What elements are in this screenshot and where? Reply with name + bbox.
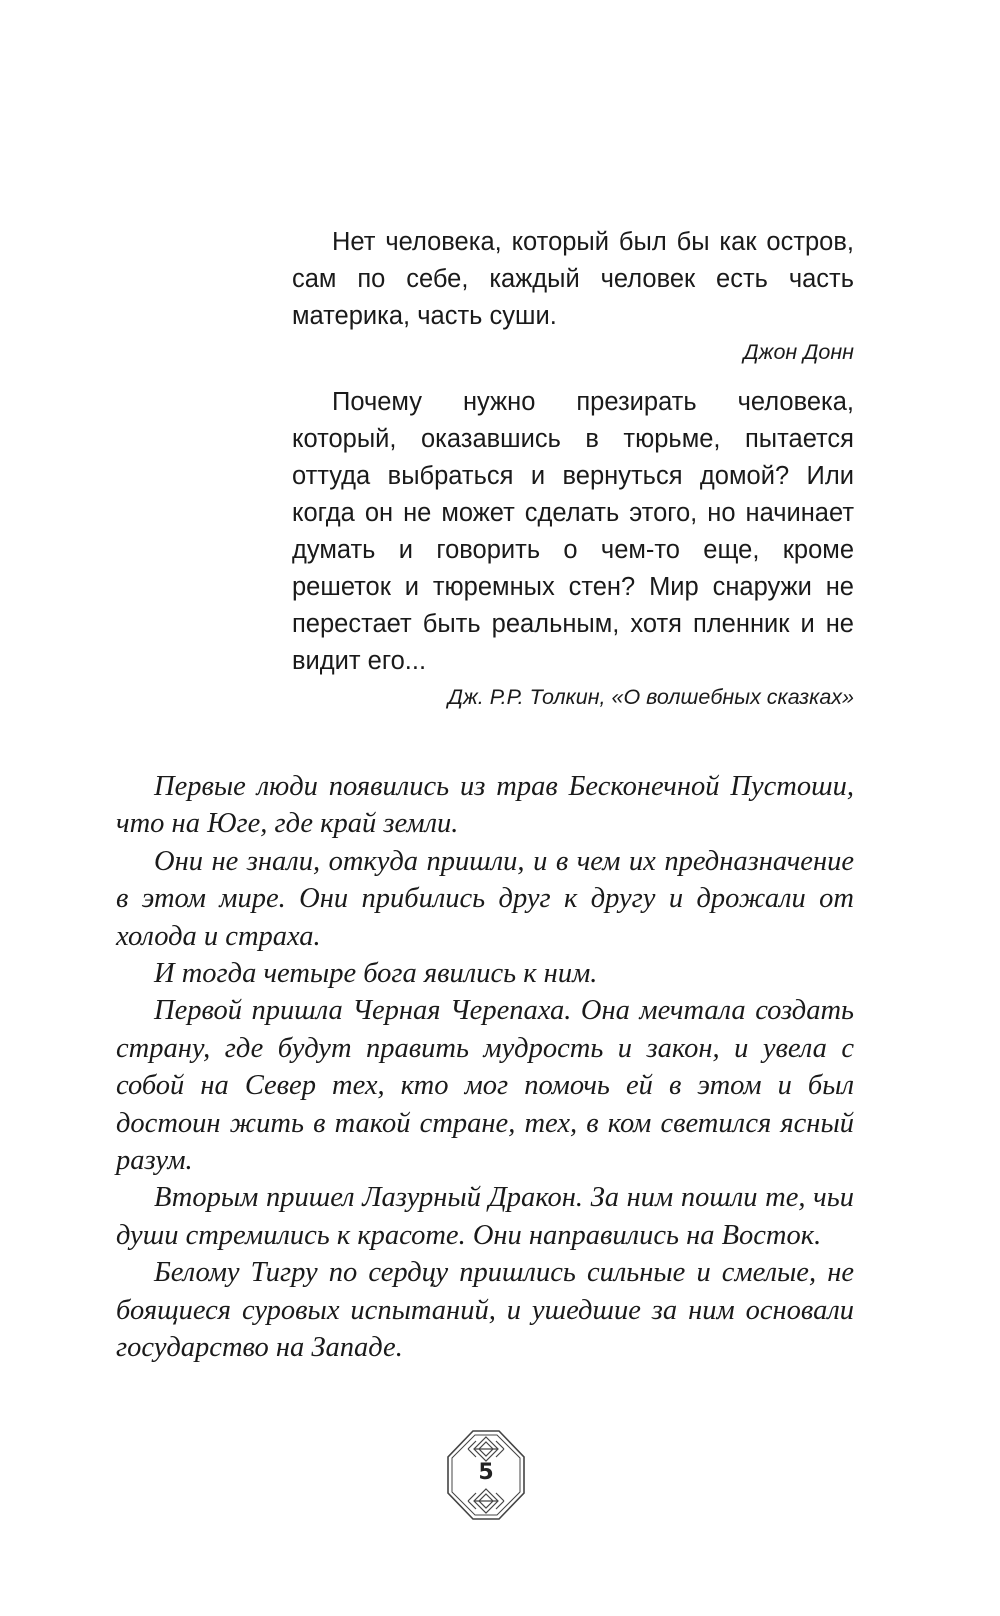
story-paragraph: Первой пришла Черная Черепаха. Она мечтала создать страну, где будут править мудрость и закон, и увела с собой на Север тех, кто мог помочь ей в этом и был достоин жить в такой стране, тех, в ком светился ясный разум. [116, 995, 854, 1177]
epigraph-donne [292, 224, 854, 369]
epigraph-author: Дж. Р.Р. Толкин, «О волшебных сказках» [447, 685, 854, 709]
story-text [116, 768, 854, 1367]
story-paragraph: Они не знали, откуда пришли, и в чем их предназначение в этом мире. Они прибились друг к другу и дрожали от холода и страха. [116, 845, 854, 952]
epigraph-text: Почему нужно презирать человека, который, оказавшись в тюрьме, пытается оттуда выбраться и вернуться домой? Или когда он не может сделать этого, но начинает думать и говорить о чем-то еще, кроме решеток и тюремных стен? Мир снаружи не перестает быть реальным, хотя пленник и не видит его... [292, 388, 854, 675]
story-paragraph: И тогда четыре бога явились к ним. [154, 958, 598, 990]
story-paragraph: Первые люди появились из трав Бесконечной Пустоши, что на Юге, где край земли. [116, 771, 854, 840]
story-paragraph: Вторым пришел Лазурный Дракон. За ним пошли те, чьи души стремились к красоте. Они направились на Восток. [116, 1182, 854, 1251]
epigraph-text: Нет человека, который был бы как остров, сам по себе, каждый человек есть часть материка, часть суши. [292, 228, 854, 330]
epigraph-tolkien [292, 384, 854, 714]
epigraph-author: Джон Донн [743, 340, 854, 364]
story-paragraph: Белому Тигру по сердцу пришлись сильные и смелые, не боящиеся суровых испытаний, и ушедшие за ним основали государство на Западе. [116, 1257, 854, 1364]
page-number: 5 [478, 1460, 494, 1485]
